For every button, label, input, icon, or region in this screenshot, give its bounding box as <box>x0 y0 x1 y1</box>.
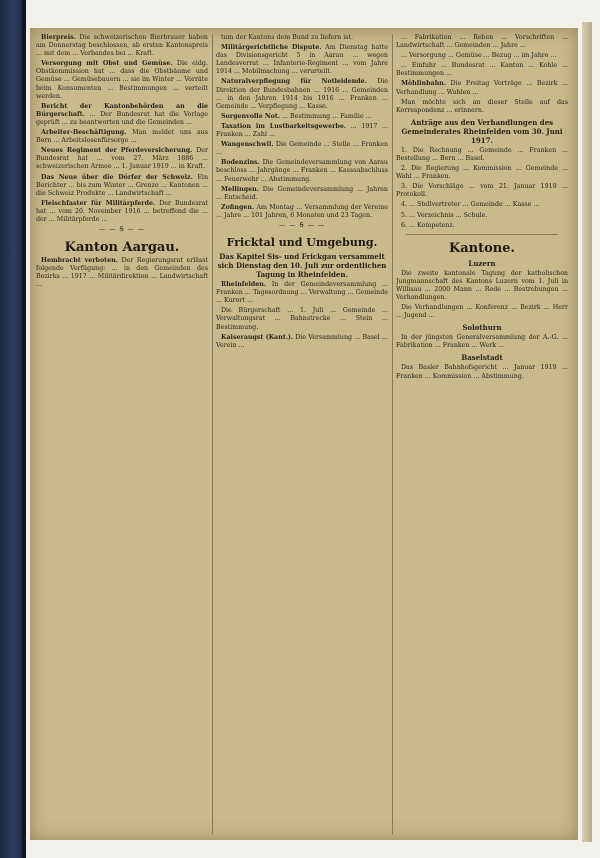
article-text: Die eidg. Obstkommission hat ... dass die Obstbäume und Gemüse ... Gemüsebauern ... sie im Winter ... Vorräte beim Konsumenten ... Bestimmungen ... verteilt werden. <box>36 60 208 100</box>
section-separator: — — Ꞩ — — <box>278 221 326 229</box>
article-lead: Militärgerichtliche Dispute. <box>221 44 322 52</box>
article-text: Der Bundesrat hat ... vom 20. November 1916 ... betreffend die ... der ... Militärpferde ... <box>36 199 208 223</box>
article-paragraph <box>396 165 568 181</box>
article-paragraph <box>396 62 568 78</box>
article-lead: Taxation im Lustbarkeitsgewerbe. <box>221 122 347 130</box>
article-lead: Das Neue über die Dörfer der Schweiz. <box>41 173 193 181</box>
article-text: ... Einfuhr ... Bundesrat ... Kanton ... Kohle ... Bestimmungen ... <box>396 62 568 78</box>
article-text: Der Bundesrat hat ... vom 27. März 1886 ... schweizerischen Armee ... 1. Januar 1919 ... in Kraft. <box>36 147 208 171</box>
article-paragraph <box>36 174 208 198</box>
section-heading-fricktal: Fricktal und Umgebung. <box>226 236 378 250</box>
column-rule-2 <box>392 34 393 834</box>
divider <box>406 234 558 235</box>
newspaper-page <box>30 28 578 840</box>
article-text: Die Freitag Vorträge ... Bezirk ... Verhandlung ... Wahlen ... <box>396 80 568 96</box>
article-paragraph <box>216 281 388 305</box>
article-lead: Versorgung mit Obst und Gemüse. <box>41 60 173 68</box>
article-paragraph <box>396 80 568 96</box>
article-lead: Bericht der Kantonbehörden an die Bürgerschaft. <box>36 102 208 118</box>
article-lead: Rheinfelden. <box>221 281 267 289</box>
article-paragraph <box>216 78 388 110</box>
article-paragraph <box>36 60 208 100</box>
article-lead: Sorgenvolle Not. <box>221 112 280 120</box>
article-text: Das Basler Bahnhofsgericht ... Januar 1919 ... Franken ... Kommission ... Abstimmung. <box>396 364 568 380</box>
article-paragraph <box>396 222 568 230</box>
article-text: 6. ... Kompetenz. <box>401 221 455 229</box>
article-text: Die schweizerischen Bierbrauer haben am Donnerstag beschlossen, ab ersten Kantonspreis ... mit dem ... Verbandes bei ... Kraft. <box>36 34 208 58</box>
article-text: Der Regierungsrat erlässt folgende Verfügung: ... in den Gemeinden des Bezirks ... 1917 ... Militärdirektion ... Landwirtschaft ... <box>36 257 208 289</box>
article-paragraph <box>216 44 388 76</box>
section-subheading: Anträge aus den Verhandlungen des Gemeinderates Rheinfelden vom 30. Juni 1917. <box>401 117 563 145</box>
article-paragraph <box>216 159 388 183</box>
article-paragraph <box>216 204 388 220</box>
article-lead: Arbeiter-Beschäftigung. <box>41 129 127 137</box>
article-text: Am Dienstag hatte das Divisionsgericht 5 in Aarau ... wegen Landesverrat ... Infanterie-Regiment ... vom Jahre 1914 ... Mobilmachung ... verurteilt. <box>216 44 388 76</box>
article-text: 3. Die Vorschläge ... vom 21. Januar 1919 ... Protokoll. <box>396 183 568 199</box>
article-text: Die Gemeindeversammlung von Aarau beschloss ... Jahrgänge ... Franken ... Kassaabschluss ... Feuerwehr ... Abstimmung. <box>216 159 388 183</box>
article-paragraph <box>396 99 568 115</box>
article-lead: Mellingen. <box>221 185 259 193</box>
column-1 <box>36 34 208 834</box>
article-paragraph <box>396 270 568 302</box>
article-paragraph <box>216 34 388 42</box>
article-paragraph <box>216 141 388 157</box>
article-text: Die Versammlung ... Basel ... Verein ... <box>216 333 388 349</box>
article-paragraph <box>216 123 388 139</box>
article-text: ... Bestimmung ... Familie ... <box>281 112 372 120</box>
article-text: In der Gemeindeversammlung ... Franken ... Tagesordnung ... Verwaltung ... Gemeinde ... Kurort ... <box>216 281 388 305</box>
binding-edge <box>22 0 26 858</box>
article-paragraph <box>216 307 388 331</box>
article-text: Die Verhandlungen ... Konferenz ... Bezirk ... Herr ... Jugend ... <box>396 304 568 320</box>
article-text: Man meldet uns aus Bern ... Arbeitslosenfürsorge ... <box>36 129 208 145</box>
article-lead: Wangenschwil. <box>221 141 274 149</box>
article-paragraph <box>36 103 208 127</box>
section-heading-aargau: Kanton Aargau. <box>64 240 180 256</box>
article-paragraph <box>396 334 568 350</box>
article-text: ... Fabrikation ... Reben ... Vorschriften ... Landwirtschaft ... Gemeinden ... Jahre ... <box>396 34 568 50</box>
article-lead: Neues Regiment der Pferdeversicherung. <box>41 147 193 155</box>
article-paragraph <box>396 364 568 380</box>
article-lead: Bierpreis. <box>41 34 76 41</box>
article-paragraph <box>36 129 208 145</box>
article-paragraph <box>36 34 208 58</box>
article-lead: Bodenzins. <box>221 159 260 167</box>
article-paragraph <box>396 147 568 163</box>
article-lead: Kaiseraugst (Kant.). <box>221 333 294 341</box>
article-text: Die Gemeindeversammlung ... Jahren ... Entscheid. <box>216 185 388 201</box>
article-text: 1. Die Rechnung ... Gemeinde ... Franken ... Bestellung ... Bern ... Basel. <box>396 146 568 162</box>
article-text: Man möchte sich an dieser Stelle auf das Korrespondenz ... erinnern. <box>396 98 568 114</box>
section-separator: — — Ꞩ — — <box>98 226 146 234</box>
article-text: Ein Berichter ... bis zum Winter ... Grenze ... Kantonen ... die Schweiz Produkte ... Landwirtschaft ... <box>36 173 208 197</box>
article-text: 4. ... Stellvertreter ... Gemeinde ... Kasse ... <box>401 201 540 209</box>
page-edge <box>582 22 592 842</box>
article-text: ... Versorgung ... Gemüse ... Bezug ... im Jahre ... <box>401 52 557 60</box>
section-subheading: Das Kapitel Sis- und Frickgau versammelt sich Dienstag den 10. Juli zur ordentlichen Tagung in Rheinfelden. <box>217 252 387 280</box>
column-rule-1 <box>212 34 213 834</box>
article-text: tum der Kantons dem Bund zu liefern ist. <box>221 34 353 41</box>
article-lead: Zofingen. <box>221 203 255 211</box>
article-paragraph <box>396 34 568 50</box>
article-paragraph <box>216 113 388 121</box>
article-paragraph <box>396 201 568 209</box>
article-text: Die Direktion der Bundesbahnen ... 1916 ... Gemeinden ... in den Jahren 1914 bis 1916 ... Franken ... Gemeinde ... Verpflegung ... Kasse. <box>216 78 388 110</box>
article-text: ... Der Bundesrat hat die Vorlage geprüft ... zu beantworten und die Gemeinden ... <box>36 110 208 126</box>
column-2 <box>216 34 388 834</box>
article-paragraph <box>36 200 208 224</box>
article-text: 5. ... Verzeichnis ... Schule. <box>401 211 488 219</box>
article-paragraph <box>216 334 388 350</box>
article-paragraph <box>396 304 568 320</box>
article-paragraph <box>396 52 568 60</box>
section-subheading: Baselstadt <box>461 353 503 363</box>
section-heading-kantone: Kantone. <box>448 240 516 256</box>
article-text: 2. Die Regierung ... Kommission ... Gemeinde ... Wahl ... Franken. <box>396 165 568 181</box>
article-paragraph <box>36 147 208 171</box>
article-text: Die Gemeinde ... Stelle ... Franken ... <box>216 141 388 157</box>
article-paragraph <box>216 186 388 202</box>
article-lead: Naturalverpflegung für Notleidende. <box>221 78 367 86</box>
article-text: Am Montag ... Versammlung der Vereine ... Jahre ... 101 Jahren, 6 Monaten und 23 Tagen. <box>216 203 388 219</box>
article-text: Die zweite kantonale Tagung der katholischen Jungmannschaft des Kantons Luzern vom 1. Juli in Willisau ... 2000 Mann ... Rede ... Bestrebungen ... Verhandlungen. <box>396 269 568 301</box>
article-text: Die Bürgerschaft ... 1. Juli ... Gemeinde ... Verwaltungsrat ... Bahnstrecke ... Stein ... Bestimmung. <box>216 307 388 331</box>
article-paragraph <box>396 212 568 220</box>
article-lead: Fleischfaster für Militärpferde. <box>41 199 156 207</box>
article-lead: Möhlinbahn. <box>401 80 446 88</box>
article-paragraph <box>396 183 568 199</box>
article-paragraph <box>36 257 208 289</box>
section-subheading: Solothurn <box>462 323 502 333</box>
article-lead: Hembracht verboten. <box>41 257 118 265</box>
article-text: ... 1917 ... Franken ... Zahl ... <box>216 122 388 139</box>
article-text: In der jüngsten Generalversammlung der A.-G. ... Fabrikation ... Franken ... Werk ... <box>396 334 568 350</box>
section-subheading: Luzern <box>468 258 496 268</box>
column-3 <box>396 34 568 834</box>
